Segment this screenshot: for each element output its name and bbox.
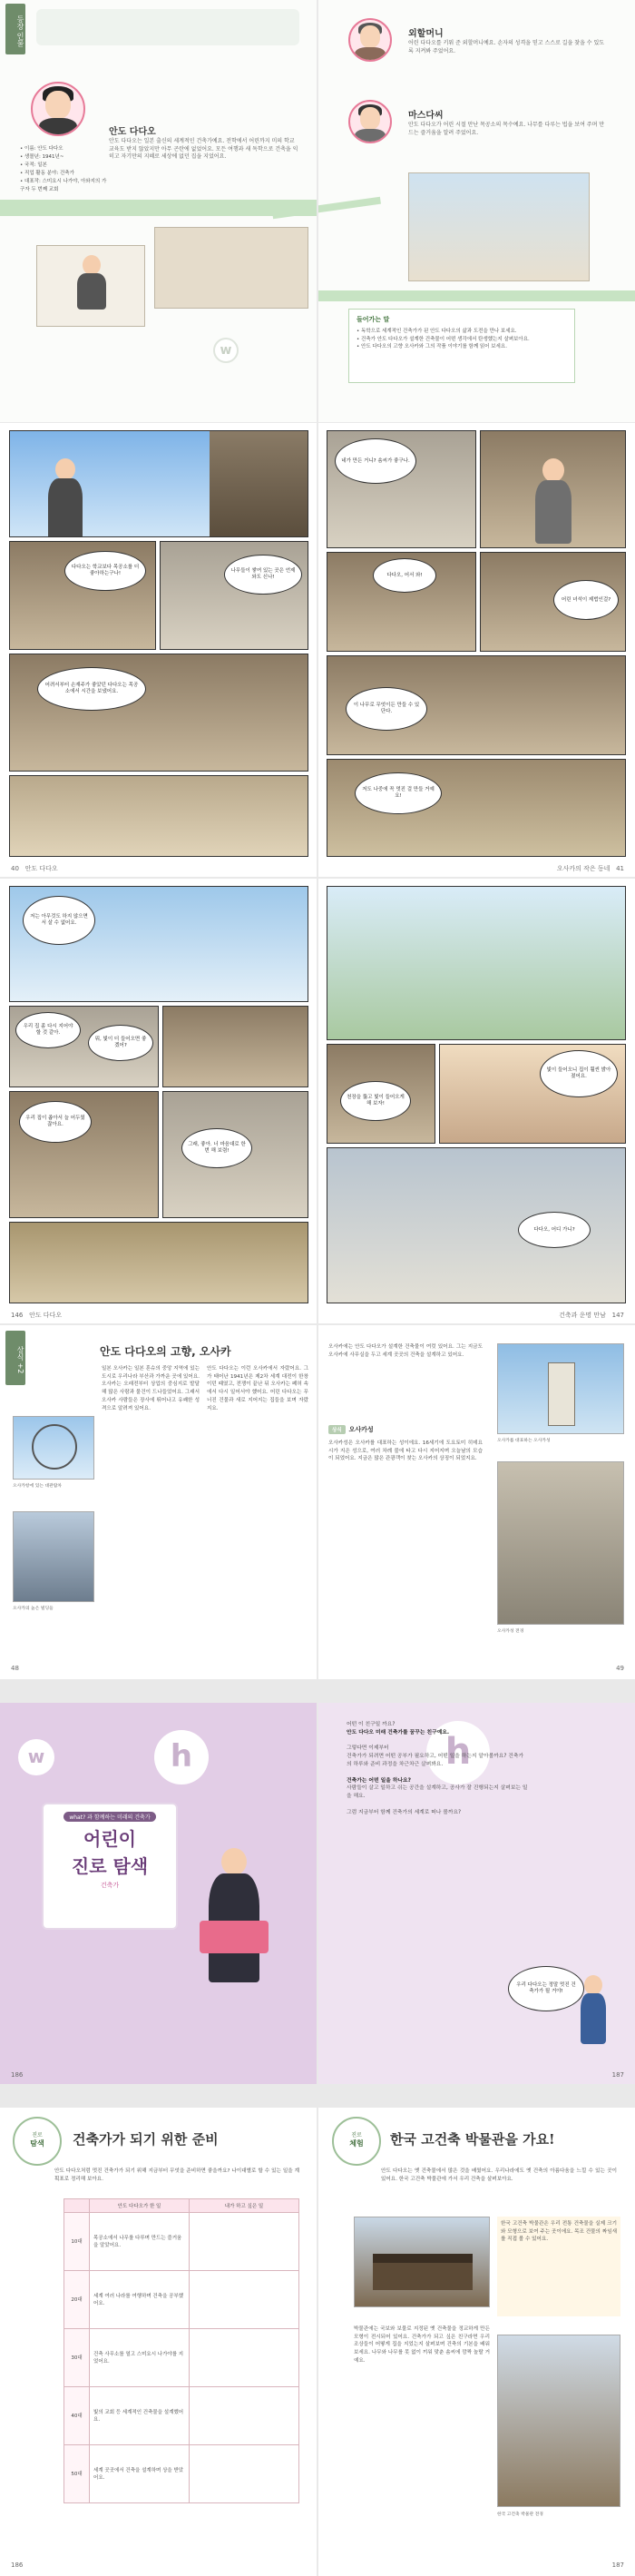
speech-bubble: 이 나무로 무엇이든 만들 수 있단다. — [346, 687, 427, 731]
section-tag: 진로 탐색 — [13, 2117, 62, 2166]
character-text-grandma: 어린 다다오를 키워 준 외할머니예요. 손자의 성격을 믿고 스스로 길을 찾을 수 있도록 지켜봐 주었어요. — [408, 40, 605, 54]
comic-panel — [327, 1044, 435, 1144]
photo-caption: 한국 고건축 박물관 전경 — [497, 2512, 543, 2517]
character-intro-main: 안도 다다오는 일본 출신의 세계적인 건축가예요. 전학에서 어린까지 미의 학교 교육도 받지 않았지만 아무 곤란에 없었어요. 모든 여행과 새 독학으로 건축을 익히고 자기만의 지혜로 세상에 없던 집을 지었어요. — [109, 138, 298, 160]
section-intro: 안도 다다오는 옛 건축물에서 많은 것을 배웠어요. 우리나라에도 옛 건축의 아름다움을 느낄 수 있는 곳이 있어요. 한국 고건축 박물관에 가서 우리 건축을 살펴보아요. — [381, 2168, 617, 2182]
photo-caption: 오사카항에 있는 대관람차 — [13, 1484, 63, 1489]
gutter — [317, 423, 318, 877]
comic-panel — [327, 886, 626, 1040]
character-name-main: 안도 다다오 — [109, 127, 156, 137]
speech-bubble: 우리 집이 좁아서 늘 어두웠잖아요. — [19, 1101, 92, 1143]
photo-castle-view — [497, 1461, 624, 1625]
photo-ferris — [13, 1416, 94, 1480]
career-plan-table — [64, 2198, 299, 2503]
speech-bubble: 천장을 뚫고 빛이 들어오게 해 보자! — [340, 1081, 411, 1121]
tip-item: • 건축가 안도 다다오가 설계한 건축물이 어떤 생각에서 탄생했는지 살펴보아요. — [357, 336, 567, 344]
page-number-left: 146 안도 다다오 — [11, 1312, 63, 1319]
comic-panel — [162, 1006, 308, 1087]
gutter — [317, 1703, 318, 2084]
spread-comic-2 — [0, 879, 635, 1323]
avatar-carpenter — [348, 100, 392, 143]
gutter — [317, 0, 318, 422]
h-logo-icon: h — [426, 1721, 490, 1785]
photo-museum-2 — [497, 2335, 620, 2507]
comic-panel — [327, 1147, 626, 1303]
green-band — [318, 290, 635, 301]
page-number-left: 40 안도 다다오 — [11, 865, 58, 872]
speech-bubble: 그래, 좋아. 너 마음대로 한번 해 보렴! — [181, 1128, 252, 1168]
table-row: 30대 건축 사무소를 열고 스미요시 나가야를 지었어요. — [64, 2329, 299, 2387]
page-number-left: 186 — [11, 2561, 24, 2569]
gutter — [317, 2108, 318, 2576]
illustration-street — [408, 172, 590, 281]
gutter — [317, 879, 318, 1323]
table-row: 10대 목공소에서 나무를 다루며 만드는 즐거움을 알았어요. — [64, 2213, 299, 2271]
article-body: 일본 오사카는 일본 혼슈의 중앙 지역에 있는 도시로 우리나라 부산과 가까운 곳에 있어요. 오사카는 오래전부터 상업의 중심지로 발달해 많은 사람과 물건이 드나들었어요. 그래서 오사카 사람들은 장사에 뛰어나고 유쾌한 성격으로 알려져 있어요. — [102, 1366, 200, 1411]
career-subtitle: 건축가 — [100, 1882, 120, 1889]
speech-bubble: 우리 다다오는 정말 멋진 건축가가 될 거야! — [508, 1966, 584, 2011]
comic-panel — [327, 430, 476, 548]
page-number-right: 오사카의 작은 동네 41 — [556, 865, 624, 872]
bio-list: • 이름: 안도 다다오 • 생몰년: 1941년~ • 국적: 일본 • 직업 활동 분야: 건축가 • 대표작: 스미요시 나가야, 아와지의 가구자 두 번째 교회 — [20, 145, 111, 194]
section-tag: 진로 체험 — [332, 2117, 381, 2166]
page-number-right: 187 — [611, 2071, 624, 2079]
sub-heading: 상식 오사카성 — [328, 1425, 374, 1434]
input-cell[interactable] — [190, 2329, 299, 2387]
spread-career-activities — [0, 2108, 635, 2576]
article-title: 안도 다다오의 고향, 오사카 — [100, 1345, 231, 1358]
comic-panel — [9, 886, 308, 1002]
article-body: 오사카성은 오사카를 대표하는 성이에요. 16세기에 도요토미 히데요시가 지은 성으로, 여러 차례 불에 타고 다시 지어지며 오늘날의 모습이 되었어요. 지금은 많은 관광객이 찾는 오사카의 상징이 되었지요. — [328, 1440, 483, 1462]
career-title-line1: 어린이 — [83, 1828, 136, 1850]
tip-item: • 독학으로 세계적인 건축가가 된 안도 다다오의 삶과 도전을 만나 보세요. — [357, 328, 567, 336]
comic-panel — [162, 1091, 308, 1218]
w-logo-icon: w — [213, 338, 239, 363]
photo-caption: 오사카를 대표하는 오사카성 — [497, 1439, 551, 1443]
table-header — [64, 2199, 90, 2213]
comic-panel — [439, 1044, 626, 1144]
spread-osaka — [0, 1325, 635, 1679]
photo-caption: 오사카성 전경 — [497, 1629, 524, 1634]
input-cell[interactable] — [190, 2387, 299, 2445]
table-header: 내가 하고 싶은 일 — [190, 2199, 299, 2213]
section-tag: 등장 인물 — [5, 4, 25, 54]
speech-bubble: 다다오, 어디 가니? — [518, 1212, 591, 1248]
character-text-carpenter: 안도 다다오가 어린 시절 만난 목공소의 목수예요. 나무를 다루는 법을 보여 주며 만드는 즐거움을 알려 주었어요. — [408, 122, 605, 136]
speech-bubble: 나무들이 쌓여 있는 곳은 언제 와도 신나! — [224, 555, 302, 595]
comic-panel — [9, 654, 308, 772]
comic-panel — [9, 1222, 308, 1303]
speech-bubble: 어린 녀석이 제법인걸? — [553, 580, 619, 620]
character-name-carpenter: 마스다씨 — [408, 111, 444, 121]
illustration-boy — [36, 245, 145, 327]
table-header: 안도 다다오가 한 일 — [90, 2199, 190, 2213]
input-cell[interactable] — [190, 2271, 299, 2329]
spread-career — [0, 1703, 635, 2084]
speech-bubble: 우리 집 좀 다시 지어야 할 것 같아. — [15, 1012, 81, 1048]
w-logo-icon: w — [18, 1739, 54, 1775]
career-kicker: what? 과 함께하는 미래의 건축가 — [64, 1812, 155, 1822]
table-row: 50대 세계 곳곳에서 건축을 설계하며 상을 받았어요. — [64, 2445, 299, 2503]
input-cell[interactable] — [190, 2213, 299, 2271]
career-title-box — [42, 1803, 178, 1930]
avatar-grandma — [348, 18, 392, 62]
comic-panel — [9, 430, 308, 537]
speech-bubble: 저도 나중에 꼭 멋진 걸 만들 거예요! — [355, 772, 442, 814]
illustration-workshop — [154, 227, 308, 309]
tip-item: • 안도 다다오의 고향 오사카와 그의 작품 이야기를 함께 읽어 보세요. — [357, 343, 567, 351]
section-title: 한국 고건축 박물관을 가요! — [390, 2131, 555, 2148]
tip-title: 들어가는 말 — [357, 316, 390, 323]
photo-caption: 오사카의 높은 빌딩들 — [13, 1607, 54, 1611]
table-row: 20대 세계 여러 나라를 여행하며 건축을 공부했어요. — [64, 2271, 299, 2329]
table-row: 40대 빛의 교회 등 세계적인 건축물을 설계했어요. — [64, 2387, 299, 2445]
map-pattern — [36, 9, 299, 45]
photo-museum — [354, 2217, 490, 2307]
section-title: 건축가가 되기 위한 준비 — [73, 2131, 219, 2148]
input-cell[interactable] — [190, 2445, 299, 2503]
page-number-left: 186 — [11, 2071, 24, 2079]
comic-panel — [9, 1006, 159, 1087]
section-tag: 상식 +2 — [5, 1331, 25, 1385]
photo-buildings — [13, 1511, 94, 1602]
green-band — [0, 200, 317, 216]
section-intro: 안도 다다오처럼 멋진 건축가가 되기 위해 지금부터 무엇을 준비하면 좋을까요? 나이대별로 할 수 있는 일을 계획표로 정리해 보아요. — [54, 2168, 299, 2182]
article-body: 오사카에는 안도 다다오가 설계한 건축물이 여럿 있어요. 그는 지금도 오사카에 사무실을 두고 세계 곳곳의 건축을 설계하고 있어요. — [328, 1344, 483, 1358]
comic-panel — [9, 541, 156, 650]
tip-box — [348, 309, 575, 383]
comic-panel — [327, 655, 626, 755]
speech-bubble: 저는 아무것도 하지 않으면서 살 수 없어요. — [23, 896, 95, 945]
section-body: 박물관에는 국보와 보물로 지정된 옛 건축물을 정교하게 만든 모형이 전시되어 있어요. 건축가가 되고 싶은 친구라면 우리 조상들이 어떻게 집을 지었는지 살펴보며 건축의 기본을 배워 보세요. 나무와 나무를 못 없이 끼워 맞춘 솜씨에 깜짝 놀랄 거예요. — [354, 2326, 490, 2364]
career-title-line2: 진로 탐색 — [71, 1855, 149, 1877]
comic-panel — [160, 541, 308, 650]
character-name-grandma: 외할머니 — [408, 29, 444, 39]
qa-block: 어떤 이 친구일 까요? 안도 다다오 미래 건축가를 꿈꾸는 친구예요. 그렇다면 이제부터 건축가가 되려면 어떤 공부가 필요하고, 어떤 일을 하는지 알아볼까요? 건축가의 하루와 준비 과정을 차근차근 살펴봐요. 건축가는 어떤 일을 하나요? 사람들이 살고 일하고 쉬는 공간을 설계하고, 공사가 잘 진행되는지 살펴보는 일을 해요. 그럼 지금부터 함께 건축가의 세계로 떠나 볼까요? — [347, 1722, 528, 1815]
page-number-right: 건축과 운명 만남 147 — [559, 1312, 624, 1319]
spread-comic-1 — [0, 423, 635, 877]
speech-bubble: 뭐, 빛이 더 들어오면 좋겠어? — [88, 1025, 153, 1061]
page-number-right: 49 — [616, 1665, 624, 1672]
comic-panel — [480, 430, 626, 548]
page-number-left: 48 — [11, 1665, 19, 1672]
article-body: 안도 다다오는 이런 오사카에서 자랐어요. 그가 태어난 1941년은 제2차 세계 대전이 한창이던 때였고, 전쟁이 끝난 뒤 오사카는 폐허 속에서 다시 일어서야 했어요. 어린 다다오는 무너진 건물과 새로 지어지는 집들을 보며 자랐지요. — [207, 1366, 308, 1411]
h-logo-icon: h — [154, 1730, 209, 1785]
comic-panel — [327, 552, 476, 652]
speech-bubble: 어려서부터 손재주가 좋았던 다다오는 목공소에서 시간을 보냈어요. — [37, 667, 146, 711]
info-box: 한국 고건축 박물관은 우리 전통 건축물을 실제 크기와 모형으로 보여 주는 곳이에요. 목조 건물의 짜임새를 직접 볼 수 있어요. — [497, 2217, 620, 2316]
comic-panel — [9, 775, 308, 857]
gutter — [317, 1325, 318, 1679]
comic-panel — [9, 1091, 159, 1218]
spread-characters — [0, 0, 635, 422]
speech-bubble: 다다오는 학교보다 목공소를 더 좋아하는구나! — [64, 551, 146, 591]
comic-panel — [327, 759, 626, 857]
page-number-right: 187 — [611, 2561, 624, 2569]
speech-bubble: 다다오, 어서 와! — [373, 558, 436, 593]
avatar-ando — [31, 82, 85, 136]
photo-castle — [497, 1343, 624, 1434]
speech-bubble: 빛이 들어오니 집이 훨씬 밝아졌어요. — [540, 1050, 618, 1097]
speech-bubble: 네가 만든 거니? 솜씨가 좋구나. — [335, 438, 416, 484]
comic-panel — [480, 552, 626, 652]
